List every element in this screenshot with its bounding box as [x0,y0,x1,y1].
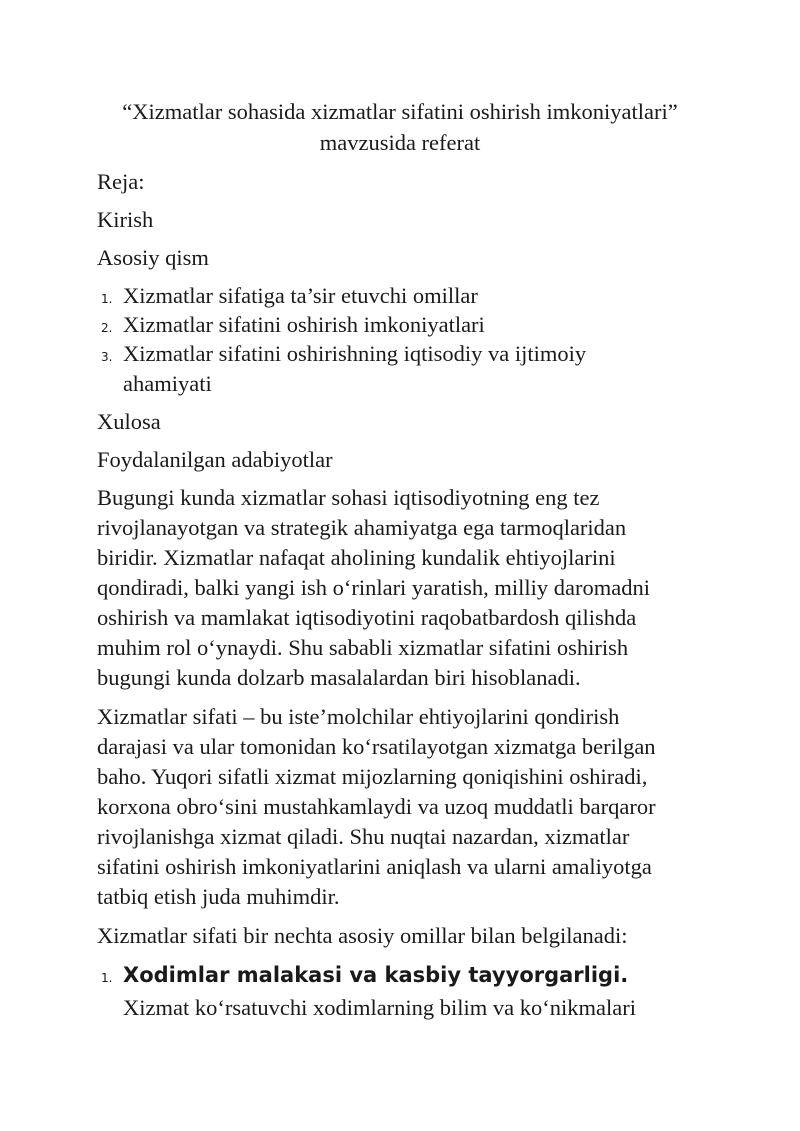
plan-item-number: 2. [101,321,113,335]
references-label: Foydalanilgan adabiyotlar [97,447,333,472]
paragraph-line: Xizmatlar sifati – bu iste’molchilar ehtiyojlarini qondirish [97,704,620,729]
paragraph-line: darajasi va ular tomonidan ko‘rsatilayotgan xizmatga berilgan [97,734,656,759]
plan-label: Reja: [97,169,145,194]
paragraph-line: rivojlanishga xizmat qiladi. Shu nuqtai nazardan, xizmatlar [97,824,630,849]
plan-item [97,339,697,399]
section-body-line: Xizmat ko‘rsatuvchi xodimlarning bilim va ko‘nikmalari [123,995,637,1020]
paragraph-line: bugungi kunda dolzarb masalalardan biri hisoblanadi. [97,665,581,690]
section-number: 1. [101,971,113,985]
paragraph-line: muhim rol o‘ynaydi. Shu sababli xizmatlar sifatini oshirish [97,635,629,660]
plan-item [97,310,697,340]
section-heading: Xodimlar malakasi va kasbiy tayyorgarligi. [123,963,629,987]
paragraph-2 [97,702,717,912]
paragraph-line: biridir. Xizmatlar nafaqat aholining kundalik ehtiyojlarini [97,545,616,570]
section-1 [97,960,717,1023]
plan-item-number: 1. [101,292,113,306]
paragraph-line: oshirish va mamlakat iqtisodiyotini raqobatbardosh qilishda [97,605,637,630]
paragraph-line: rivojlanayotgan va strategik ahamiyatga ega tarmoqlaridan [97,515,627,540]
plan-item-text: Xizmatlar sifatini oshirish imkoniyatlari [123,312,485,337]
plan-item-text-continued: ahamiyati [123,371,212,396]
paragraph-line: qondiradi, balki yangi ish o‘rinlari yaratish, milliy daromadni [97,575,651,600]
paragraph-line: tatbiq etish juda muhimdir. [97,884,340,909]
plan-item-text: Xizmatlar sifatiga ta’sir etuvchi omillar [123,283,478,308]
title-line-2: mavzusida referat [319,130,481,155]
paragraph-1 [97,483,717,693]
paragraph-3: Xizmatlar sifati bir nechta asosiy omillar bilan belgilanadi: [97,923,628,948]
title-line-1: “Xizmatlar sohasida xizmatlar sifatini oshirish imkoniyatlari” [122,99,678,124]
paragraph-line: korxona obro‘sini mustahkamlaydi va uzoq muddatli barqaror [97,794,656,819]
conclusion-label: Xulosa [97,409,161,434]
plan-item-number: 3. [101,350,113,364]
paragraph-line: sifatini oshirish imkoniyatlarini aniqlash va ularni amaliyotga [97,854,652,879]
plan-item [97,281,697,311]
main-part-label: Asosiy qism [97,245,209,270]
intro-label: Kirish [97,207,154,232]
paragraph-line: Bugungi kunda xizmatlar sohasi iqtisodiyotning eng tez [97,485,600,510]
plan-item-text: Xizmatlar sifatini oshirishning iqtisodiy va ijtimoiy [123,341,587,366]
document-title [90,96,710,158]
paragraph-line: baho. Yuqori sifatli xizmat mijozlarning qoniqishini oshiradi, [97,764,648,789]
